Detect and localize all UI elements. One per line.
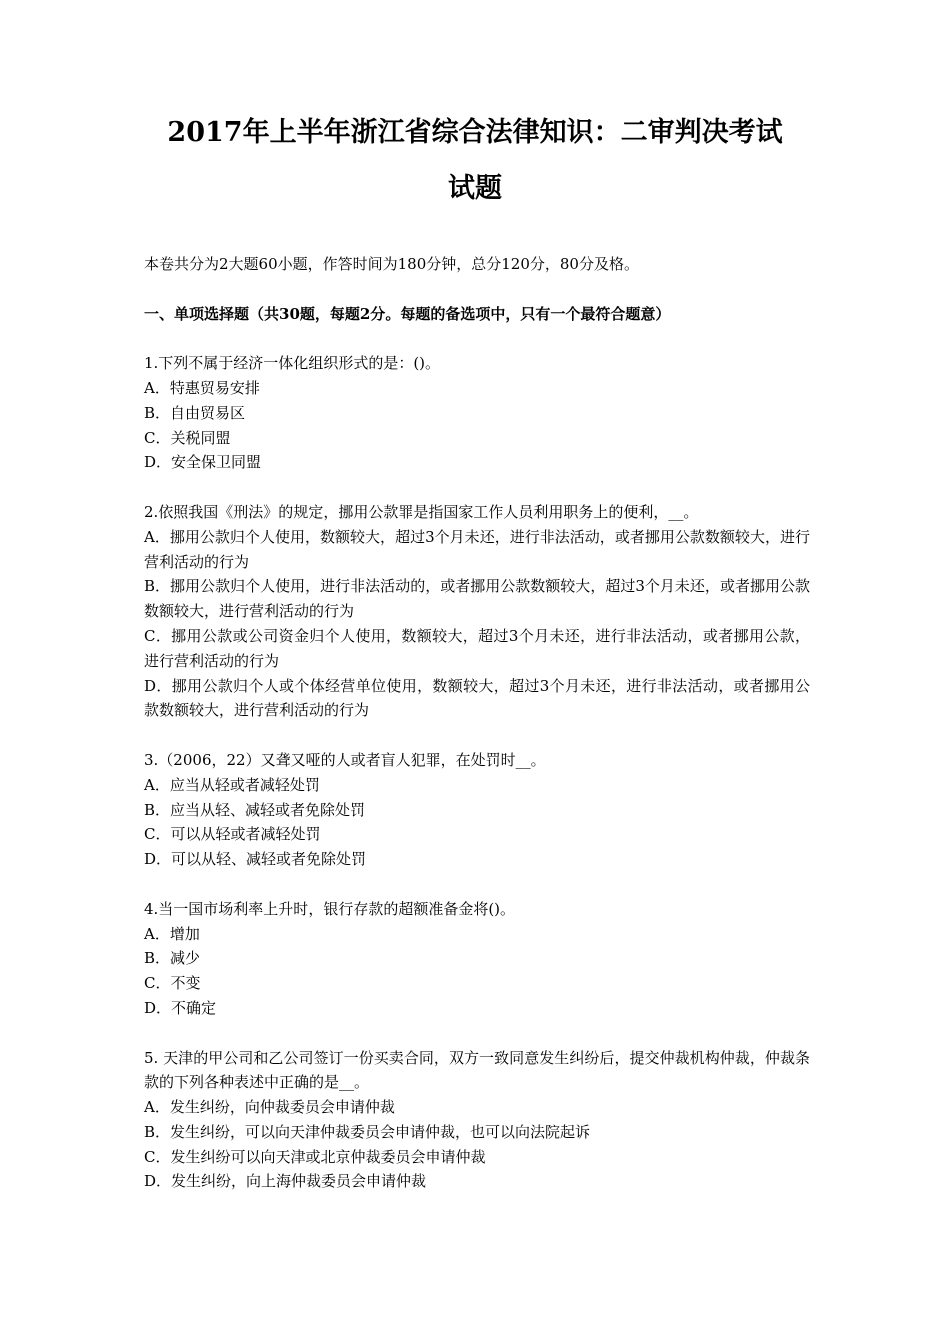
question-2 [144,500,810,723]
question-3 [144,748,810,872]
question-stem: 3.（2006，22）又聋又哑的人或者盲人犯罪，在处罚时__。 [144,750,546,769]
option-a: A．发生纠纷，向仲裁委员会申请仲裁 [144,1098,395,1117]
title-line-2: 试题 [448,173,502,204]
question-1 [144,351,810,475]
option-b: B．自由贸易区 [144,403,246,422]
section-heading: 一、单项选择题（共30题，每题2分。每题的备选项中，只有一个最符合题意） [144,304,671,323]
option-c: C．挪用公款或公司资金归个人使用，数额较大，超过3个月未还，进行非法活动，或者挪用公款，进行营利活动的行为 [144,626,810,670]
question-stem: 2.依照我国《刑法》的规定，挪用公款罪是指国家工作人员利用职务上的便利，__。 [144,502,699,521]
option-b: B．发生纠纷，可以向天津仲裁委员会申请仲裁，也可以向法院起诉 [144,1122,591,1141]
option-a: A．特惠贸易安排 [144,378,260,397]
option-a: A．挪用公款归个人使用，数额较大，超过3个月未还，进行非法活动，或者挪用公款数额较大，进行营利活动的行为 [144,527,810,571]
option-c: C．可以从轻或者减轻处罚 [144,825,321,844]
option-c: C．关税同盟 [144,428,231,447]
exam-instructions: 本卷共分为2大题60小题，作答时间为180分钟，总分120分，80分及格。 [144,255,639,273]
document-body [144,252,810,1219]
option-b: B．应当从轻、减轻或者免除处罚 [144,800,366,819]
question-5 [144,1046,810,1195]
question-stem: 4.当一国市场利率上升时，银行存款的超额准备金将()。 [144,899,516,918]
option-a: A．应当从轻或者减轻处罚 [144,775,320,794]
document-title [100,105,850,217]
question-stem: 1.下列不属于经济一体化组织形式的是：()。 [144,354,441,373]
option-d: D．安全保卫同盟 [144,453,262,472]
option-c: C．不变 [144,974,201,993]
option-c: C．发生纠纷可以向天津或北京仲裁委员会申请仲裁 [144,1147,486,1166]
option-d: D．发生纠纷，向上海仲裁委员会申请仲裁 [144,1172,427,1191]
option-d: D．不确定 [144,998,217,1017]
title-line-1: 2017年上半年浙江省综合法律知识：二审判决考试 [167,117,783,148]
option-b: B．减少 [144,949,201,968]
option-a: A．增加 [144,924,200,943]
option-d: D．可以从轻、减轻或者免除处罚 [144,850,367,869]
option-d: D．挪用公款归个人或个体经营单位使用，数额较大，超过3个月未还，进行非法活动，或者挪用公款数额较大，进行营利活动的行为 [144,676,810,720]
question-stem: 5. 天津的甲公司和乙公司签订一份买卖合同，双方一致同意发生纠纷后，提交仲裁机构仲裁，仲裁条款的下列各种表述中正确的是__。 [144,1048,810,1092]
question-4 [144,897,810,1021]
option-b: B．挪用公款归个人使用，进行非法活动的，或者挪用公款数额较大，超过3个月未还，或者挪用公款数额较大，进行营利活动的行为 [144,577,810,621]
